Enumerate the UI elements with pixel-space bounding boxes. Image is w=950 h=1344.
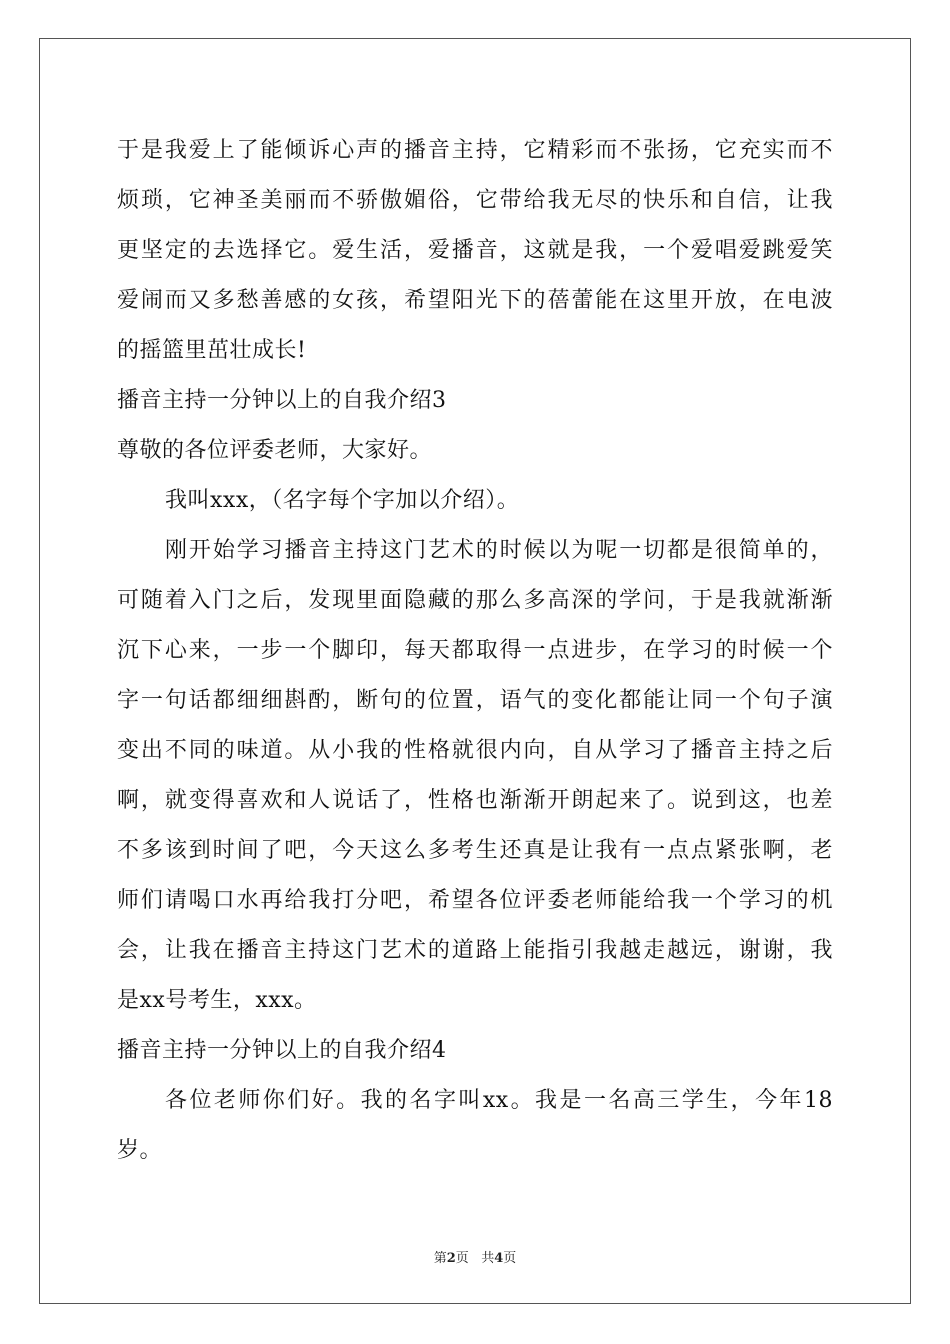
page-suffix: 页 [455, 1251, 469, 1266]
text-line: 爱闹而又多愁善感的女孩，希望阳光下的蓓蕾能在这里开放，在电波 [117, 288, 833, 313]
text-line: 沉下心来，一步一个脚印，每天都取得一点进步，在学习的时候一个 [117, 638, 833, 663]
page-current: 2 [446, 1251, 456, 1266]
text-line: 变出不同的味道。从小我的性格就很内向，自从学习了播音主持之后 [117, 738, 833, 763]
page-prefix: 第 [433, 1251, 447, 1266]
text-line: 更坚定的去选择它。爱生活，爱播音，这就是我，一个爱唱爱跳爱笑 [117, 238, 833, 263]
text-line: 字一句话都细细斟酌，断句的位置，语气的变化都能让同一个句子演 [117, 688, 833, 713]
text-line: 刚开始学习播音主持这门艺术的时候以为呢一切都是很简单的， [165, 538, 833, 563]
page-total: 4 [494, 1251, 504, 1266]
total-suffix: 页 [503, 1251, 517, 1266]
document-body [117, 126, 833, 1176]
text-line: 啊，就变得喜欢和人说话了，性格也渐渐开朗起来了。说到这，也差 [117, 788, 833, 813]
text-line: 岁。 [117, 1138, 163, 1163]
text-line: 各位老师你们好。我的名字叫xx。我是一名高三学生，今年18 [165, 1088, 833, 1113]
section-heading: 播音主持一分钟以上的自我介绍3 [117, 388, 447, 413]
text-line: 师们请喝口水再给我打分吧，希望各位评委老师能给我一个学习的机 [117, 888, 833, 913]
text-line: 的摇篮里茁壮成长! [117, 338, 307, 363]
text-line: 不多该到时间了吧，今天这么多考生还真是让我有一点点紧张啊，老 [117, 838, 833, 863]
text-line: 会，让我在播音主持这门艺术的道路上能指引我越走越远，谢谢，我 [117, 938, 833, 963]
text-line: 可随着入门之后，发现里面隐藏的那么多高深的学问，于是我就渐渐 [117, 588, 833, 613]
text-line: 于是我爱上了能倾诉心声的播音主持，它精彩而不张扬，它充实而不 [117, 138, 833, 163]
text-line: 尊敬的各位评委老师，大家好。 [117, 438, 433, 463]
section-heading: 播音主持一分钟以上的自我介绍4 [117, 1038, 447, 1063]
page-footer [0, 1247, 950, 1266]
text-line: 我叫xxx，（名字每个字加以介绍）。 [165, 488, 520, 513]
total-prefix: 共 [481, 1251, 495, 1266]
text-line: 是xx号考生，xxx。 [117, 988, 317, 1013]
text-line: 烦琐，它神圣美丽而不骄傲媚俗，它带给我无尽的快乐和自信，让我 [117, 188, 833, 213]
